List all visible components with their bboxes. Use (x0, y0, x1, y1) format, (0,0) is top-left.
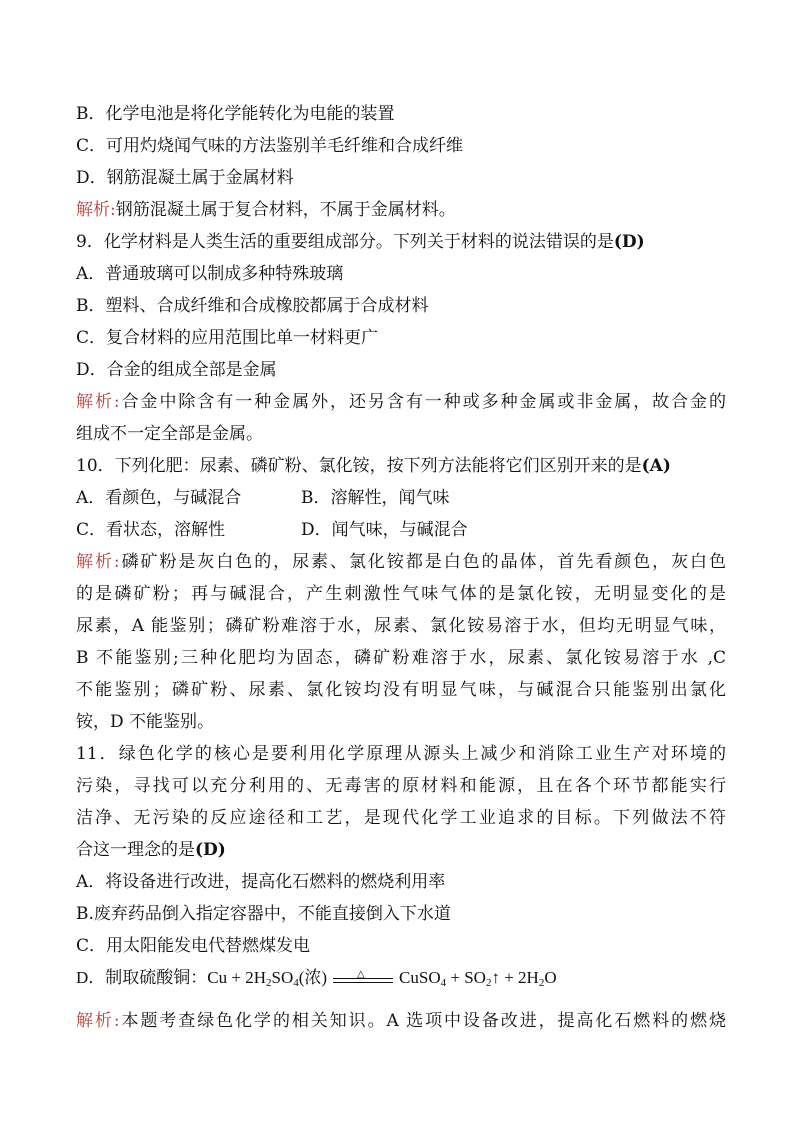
q8-option-d: D．钢筋混凝土属于金属材料 (76, 168, 294, 188)
question-text: 9．化学材料是人类生活的重要组成部分。下列关于材料的说法错误的是 (76, 232, 614, 252)
q9-option-a: A．普通玻璃可以制成多种特殊玻璃 (76, 264, 344, 284)
option-prefix: D．制取硫酸铜： (76, 968, 208, 987)
q9-analysis-line2: 组成不一定全部是金属。 (76, 424, 263, 444)
q10-analysis-line5: 不能鉴别；磷矿粉、尿素、氯化铵均没有明显气味，与碱混合只能鉴别出氯化 (76, 680, 726, 700)
equation-reactant: Cu + 2H (207, 968, 266, 987)
q9-analysis-line1 (76, 391, 726, 413)
heat-symbol: △ (357, 969, 365, 981)
analysis-label: 解析: (76, 392, 120, 412)
analysis-text: 本题考查绿色化学的相关知识。A 选项中设备改进，提高化石燃料的燃烧 (119, 1011, 726, 1031)
equation-reactant: SO (271, 968, 294, 987)
q11-stem-line1: 11．绿色化学的核心是要利用化学原理从源头上减少和消除工业生产对环境的 (76, 744, 726, 764)
q10-analysis-line1 (76, 551, 726, 573)
q10-option-c: C．看状态，溶解性 (76, 520, 226, 540)
q11-option-c: C．用太阳能发电代替燃煤发电 (76, 936, 311, 956)
question-text: 合这一理念的是 (76, 840, 195, 860)
q11-analysis-line1 (76, 1010, 726, 1032)
q9-stem (76, 231, 726, 253)
analysis-label: 解析: (76, 200, 116, 220)
q10-option-b: B．溶解性，闻气味 (301, 488, 450, 508)
q10-options-cd (76, 519, 726, 541)
q8-option-c: C．可用灼烧闻气味的方法鉴别羊毛纤维和合成纤维 (76, 136, 464, 156)
subscript: 2 (538, 977, 545, 989)
q8-option-b: B．化学电池是将化学能转化为电能的装置 (76, 104, 395, 124)
analysis-text: 磷矿粉是灰白色的，尿素、氯化铵都是白色的晶体，首先看颜色，灰白色 (119, 552, 727, 572)
q11-option-a: A．将设备进行改进，提高化石燃料的燃烧利用率 (76, 872, 446, 892)
q10-analysis-line3: 尿素，A 能鉴别；磷矿粉难溶于水，尿素、氯化铵易溶于水，但均无明显气味， (76, 616, 726, 636)
subscript: 2 (485, 977, 492, 989)
q10-options-ab (76, 487, 726, 509)
equation-product: + SO (446, 968, 486, 987)
condition-note: (浓) (298, 968, 328, 987)
analysis-text: 合金中除含有一种金属外，还另含有一种或多种金属或非金属，故合金的 (119, 392, 727, 412)
question-text: 10．下列化肥：尿素、磷矿粉、氯化铵，按下列方法能将它们区别开来的是 (76, 456, 642, 476)
q9-option-c: C．复合材料的应用范围比单一材料更广 (76, 328, 379, 348)
equation-product: ↑ + 2H (491, 968, 539, 987)
q10-option-d: D．闻气味，与碱混合 (301, 520, 468, 540)
analysis-label: 解析: (76, 1011, 120, 1031)
q11-option-b: B.废弃药品倒入指定容器中，不能直接倒入下水道 (76, 904, 451, 924)
q11-option-d (76, 967, 726, 989)
answer-marker: (D) (613, 232, 645, 252)
subscript: 2 (265, 977, 272, 989)
equation-product: CuSO (399, 968, 441, 987)
q10-option-a: A．看颜色，与碱混合 (76, 488, 242, 508)
q10-analysis-line2: 的是磷矿粉；再与碱混合，产生刺激性气味气体的是氯化铵，无明显变化的是 (76, 584, 726, 604)
equation-product: O (544, 968, 557, 987)
subscript: 4 (293, 977, 299, 989)
answer-marker: (D) (195, 840, 226, 860)
q10-analysis-line4: B 不能鉴别;三种化肥均为固态，磷矿粉难溶于水，尿素、氯化铵易溶于水 ,C (76, 648, 726, 668)
reaction-equals-sign (333, 969, 393, 986)
analysis-label: 解析: (76, 552, 120, 572)
subscript: 4 (440, 977, 447, 989)
q11-stem-line3: 洁净、无污染的反应途径和工艺，是现代化学工业追求的目标。下列做法不符 (76, 808, 726, 828)
q8-analysis (76, 199, 726, 221)
q9-option-d: D．合金的组成全部是金属 (76, 360, 277, 380)
q11-stem-line4 (76, 839, 726, 861)
answer-marker: (A) (641, 456, 671, 476)
q11-stem-line2: 污染，寻找可以充分利用的、无毒害的原材料和能源，且在各个环节都能实行 (76, 776, 726, 796)
q10-analysis-line6: 铵，D 不能鉴别。 (76, 712, 215, 732)
q9-option-b: B．塑料、合成纤维和合成橡胶都属于合成材料 (76, 296, 429, 316)
q10-stem (76, 455, 726, 477)
analysis-text: 钢筋混凝土属于复合材料，不属于金属材料。 (115, 200, 456, 220)
